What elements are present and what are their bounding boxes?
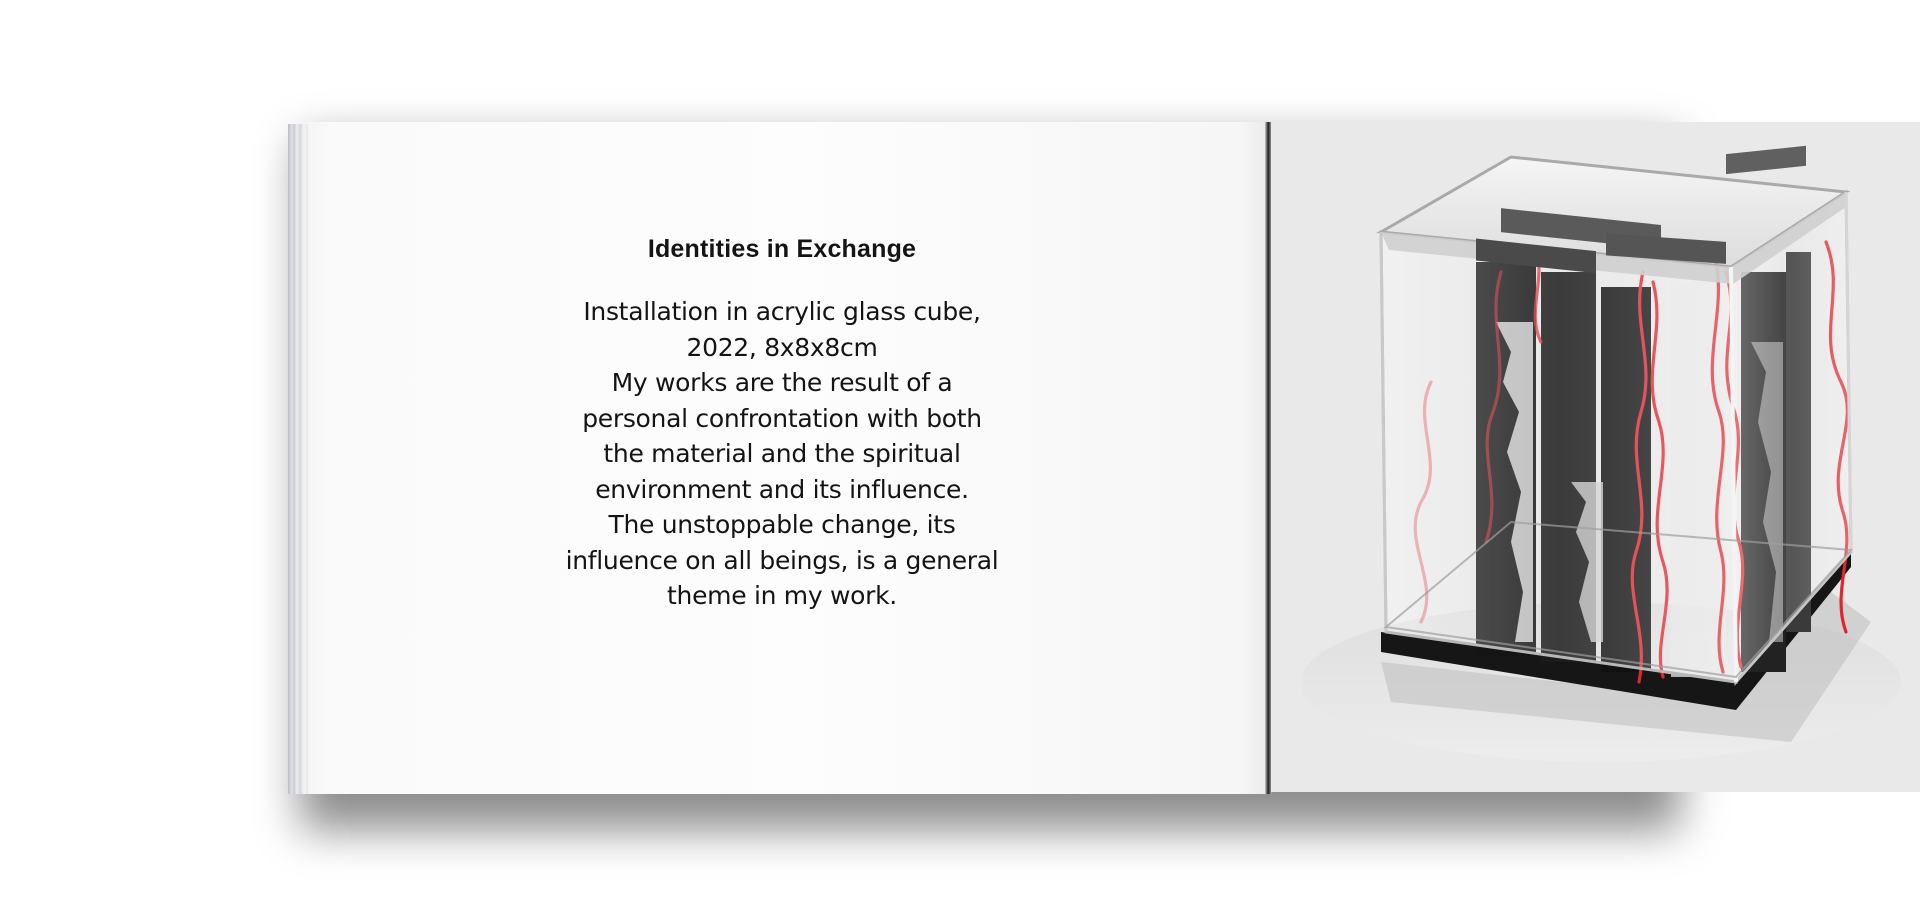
description-line: influence on all beings, is a general	[565, 545, 999, 575]
caption-block	[402, 234, 1162, 614]
description-line: environment and its influence.	[595, 474, 969, 504]
description-line: personal confrontation with both	[582, 403, 982, 433]
open-book	[288, 122, 1634, 794]
left-page	[302, 122, 1270, 794]
artwork-photo	[1271, 122, 1920, 792]
page-edges	[288, 124, 308, 794]
description-line: The unstoppable change, its	[608, 510, 956, 539]
description-line: theme in my work.	[667, 581, 897, 610]
artwork-title: Identities in Exchange	[647, 235, 917, 263]
acrylic-cube	[1381, 146, 1851, 682]
description-line: My works are the result of a	[611, 368, 953, 397]
artwork-description	[402, 294, 1162, 614]
description-line: Installation in acrylic glass cube,	[583, 297, 981, 326]
right-page	[1271, 122, 1920, 792]
description-line: 2022, 8x8x8cm	[686, 332, 878, 362]
description-line: the material and the spiritual	[603, 439, 961, 468]
